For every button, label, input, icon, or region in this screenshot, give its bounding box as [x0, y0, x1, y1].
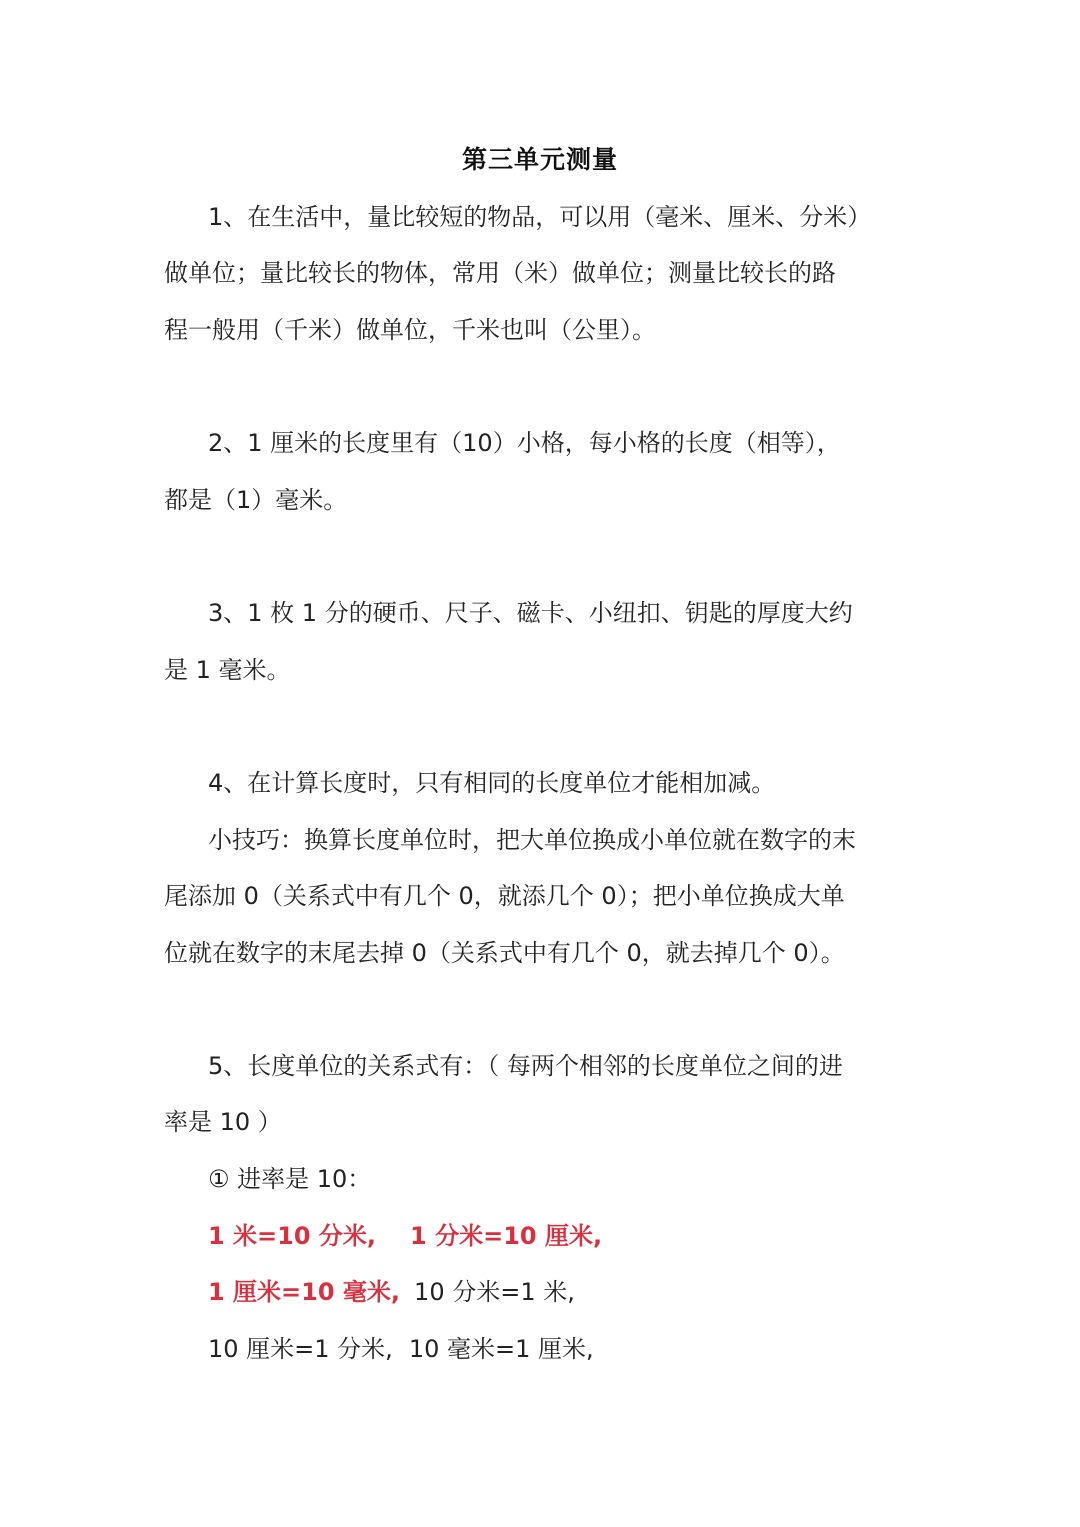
section-5-line-2: 率是 10 ）	[164, 1108, 282, 1136]
relation-decimeter-meter: 10 分米=1 米,	[414, 1278, 575, 1306]
relation-row-3	[208, 1329, 924, 1369]
tip-line-3: 位就在数字的末尾去掉 0（关系式中有几个 0，就去掉几个 0）。	[164, 939, 845, 967]
relation-row-1	[208, 1216, 924, 1256]
relation-centimeter-decimeter: 10 厘米=1 分米,	[208, 1335, 393, 1363]
section-2-line-1: 2、1 厘米的长度里有（10）小格，每小格的长度（相等），	[208, 429, 841, 457]
section-1-line-2: 做单位；量比较长的物体，常用（米）做单位；测量比较长的路	[164, 259, 836, 287]
relation-row-2	[208, 1272, 924, 1312]
relation-meter-decimeter: 1 米=10 分米,	[208, 1222, 377, 1250]
section-3-line-1: 3、1 枚 1 分的硬币、尺子、磁卡、小纽扣、钥匙的厚度大约	[208, 599, 853, 627]
relation-decimeter-centimeter: 1 分米=10 厘米,	[410, 1222, 603, 1250]
section-3-line-2: 是 1 毫米。	[164, 656, 291, 684]
relation-centimeter-millimeter: 1 厘米=10 毫米,	[208, 1278, 401, 1306]
tip-line-1: 小技巧：换算长度单位时，把大单位换成小单位就在数字的末	[208, 826, 856, 854]
tip-line-2: 尾添加 0（关系式中有几个 0，就添几个 0）；把小单位换成大单	[164, 882, 845, 910]
section-5-line-1: 5、长度单位的关系式有：（ 每两个相邻的长度单位之间的进	[208, 1052, 843, 1080]
section-1-line-1: 1、在生活中，量比较短的物品，可以用（毫米、厘米、分米）	[208, 203, 872, 231]
section-1-line-3: 程一般用（千米）做单位，千米也叫（公里）。	[164, 316, 656, 344]
relation-millimeter-centimeter: 10 毫米=1 厘米,	[408, 1335, 594, 1363]
sub-heading-rate-10: ① 进率是 10：	[208, 1165, 372, 1193]
section-4-line-1: 4、在计算长度时，只有相同的长度单位才能相加减。	[208, 769, 776, 797]
section-2-line-2: 都是（1）毫米。	[164, 486, 348, 514]
page-title: 第三单元测量	[461, 145, 618, 174]
